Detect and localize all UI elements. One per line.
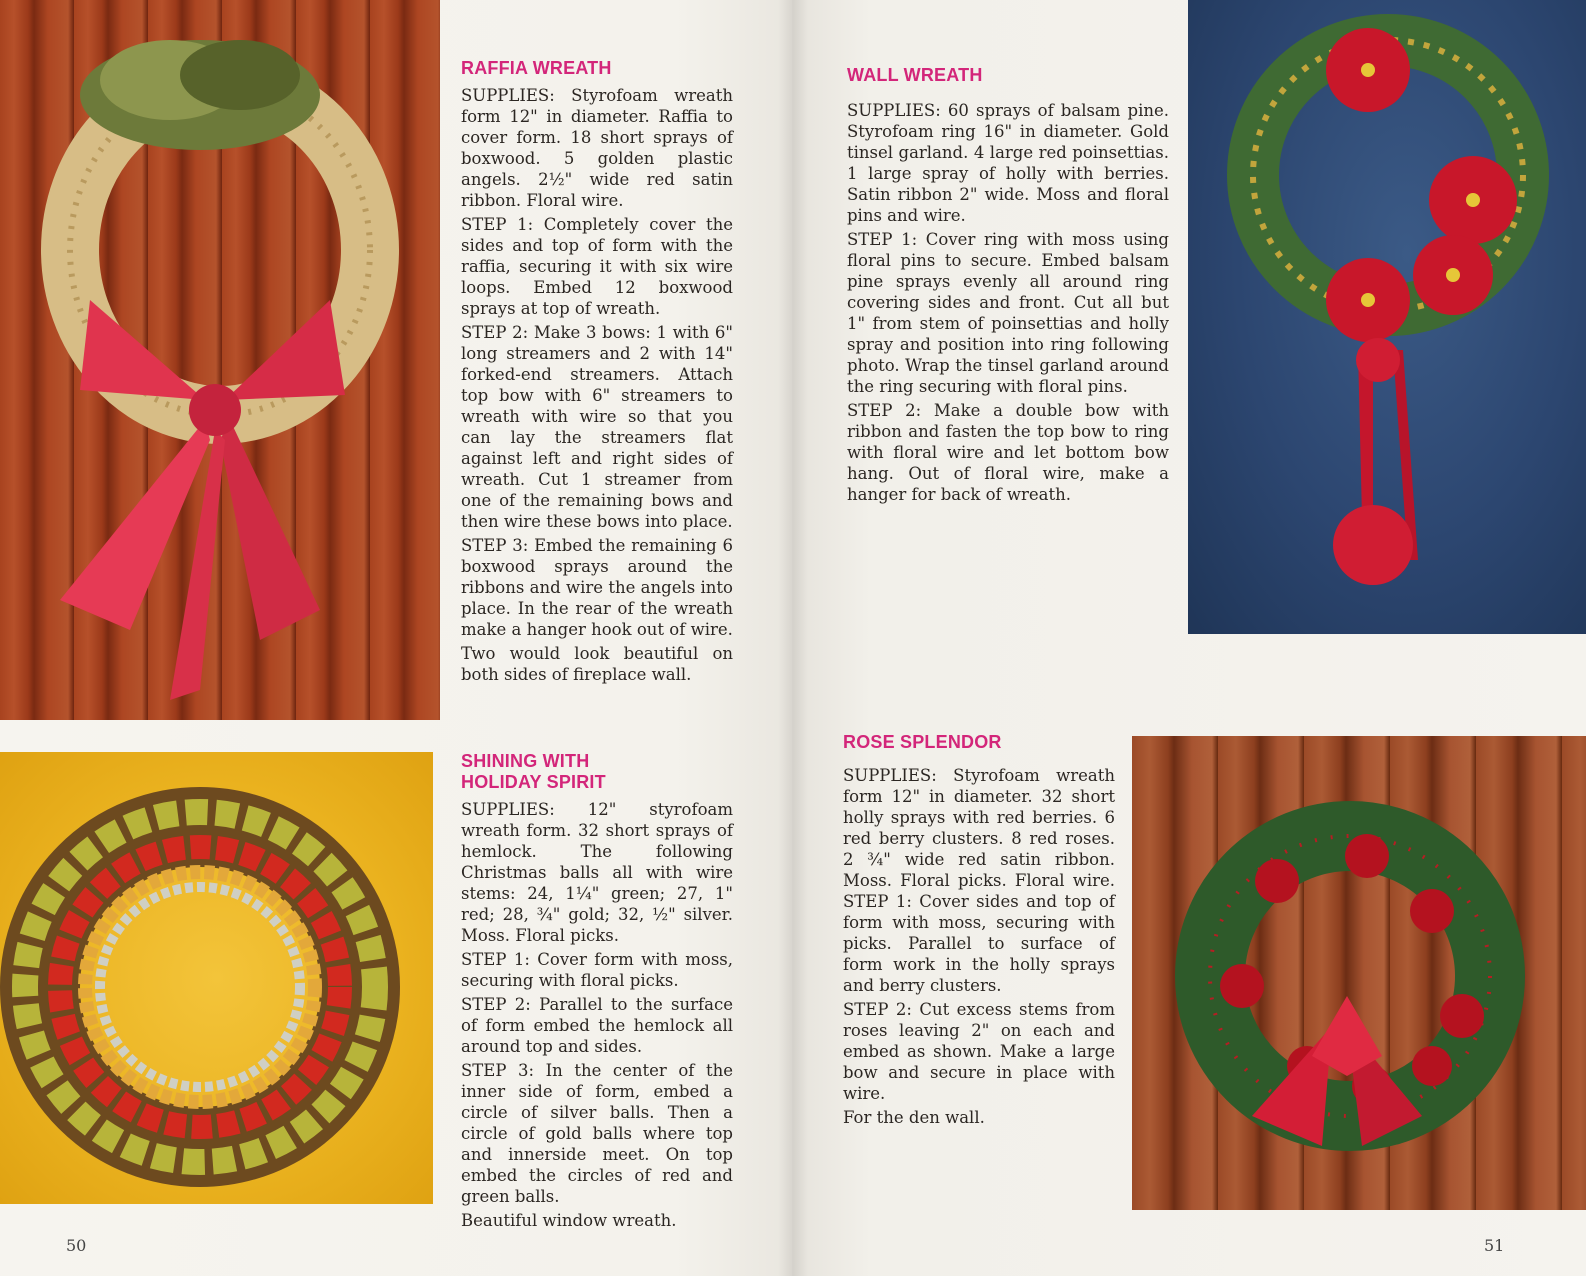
wall-supplies: SUPPLIES: 60 sprays of balsam pine. Styrofoam ring 16" in diameter. Gold tinsel garland. 4 large red poinsettias. 1 large spray of holly with berries. Satin ribbon 2" wide. Moss and floral pins and wire. [847,101,1169,225]
shining-section [461,751,733,1234]
raffia-wreath-section [461,58,733,688]
wall-step-1: STEP 1: Cover ring with moss using floral pins to secure. Embed balsam pine sprays evenly all around ring covering sides and front. Cut all but 1" from stem of poinsettias and holly spray and position into ring following photo. Wrap the tinsel garland around the ring securing with floral pins. [847,230,1169,396]
wall-wreath-photo [1188,0,1586,634]
raffia-step-3: STEP 3: Embed the remaining 6 boxwood sprays around the ribbons and wire the angels into place. In the rear of the wreath make a hanger hook out of wire. [461,536,733,639]
shining-note: Beautiful window wreath. [461,1211,677,1230]
raffia-note: Two would look beautiful on both sides of fireplace wall. [461,644,733,684]
raffia-wreath-heading: RAFFIA WREATH [461,58,612,78]
rose-splendor-photo [1132,736,1586,1210]
shining-supplies: SUPPLIES: 12" styrofoam wreath form. 32 short sprays of hemlock. The following Christmas balls all with wire stems: 24, 1¼" green; 27, 1" red; 28, ¾" gold; 32, ½" silver. Moss. Floral picks. [461,800,733,945]
raffia-step-1: STEP 1: Completely cover the sides and top of form with the raffia, securing it with six wire loops. Embed 12 boxwood sprays at top of wreath. [461,215,733,318]
rose-step-2: STEP 2: Cut excess stems from roses leaving 2" on each and embed as shown. Make a large bow and secure in place with wire. [843,1000,1115,1103]
shining-wreath-photo [0,752,433,1204]
shining-step-1: STEP 1: Cover form with moss, securing with floral picks. [461,950,733,990]
raffia-supplies: SUPPLIES: Styrofoam wreath form 12" in diameter. Raffia to cover form. 18 short sprays of boxwood. 5 golden plastic angels. 2½" wide red satin ribbon. Floral wire. [461,86,733,210]
shining-heading: SHINING WITH HOLIDAY SPIRIT [461,751,606,792]
raffia-step-2: STEP 2: Make 3 bows: 1 with 6" long streamers and 2 with 14" forked-end streamers. Attach top bow with 6" streamers to wreath with wire so that you can lay the streamers flat against left and right sides of wreath. Cut 1 streamer from one of the remaining bows and then wire these bows into place. [461,323,733,531]
rose-splendor-section [843,732,1115,1131]
rose-note: For the den wall. [843,1108,985,1127]
page-number-left: 50 [66,1236,87,1255]
rose-splendor-heading: ROSE SPLENDOR [843,732,1002,752]
wall-wreath-heading: WALL WREATH [847,65,983,85]
wall-step-2: STEP 2: Make a double bow with ribbon and fasten the top bow to ring with floral wire and let bottom bow hang. Out of floral wire, make a hanger for back of wreath. [847,401,1169,504]
wall-wreath-section [847,65,1169,508]
page-number-right: 51 [1484,1236,1505,1255]
shining-step-3: STEP 3: In the center of the inner side of form, embed a circle of silver balls. Then a circle of gold balls where top and innerside meet. On top embed the circles of red and green balls. [461,1061,733,1206]
rose-supplies: SUPPLIES: Styrofoam wreath form 12" in diameter. 32 short holly sprays with red berries. 6 red berry clusters. 8 red roses. 2 ¾" wide red satin ribbon. Moss. Floral picks. Floral wire. STEP 1: Cover sides and top of form with moss, securing with picks. Parallel to surface of form work in the holly sprays and berry clusters. [843,766,1115,995]
book-gutter [778,0,808,1276]
shining-step-2: STEP 2: Parallel to the surface of form embed the hemlock all around top and sides. [461,995,733,1056]
raffia-wreath-photo [0,0,440,720]
